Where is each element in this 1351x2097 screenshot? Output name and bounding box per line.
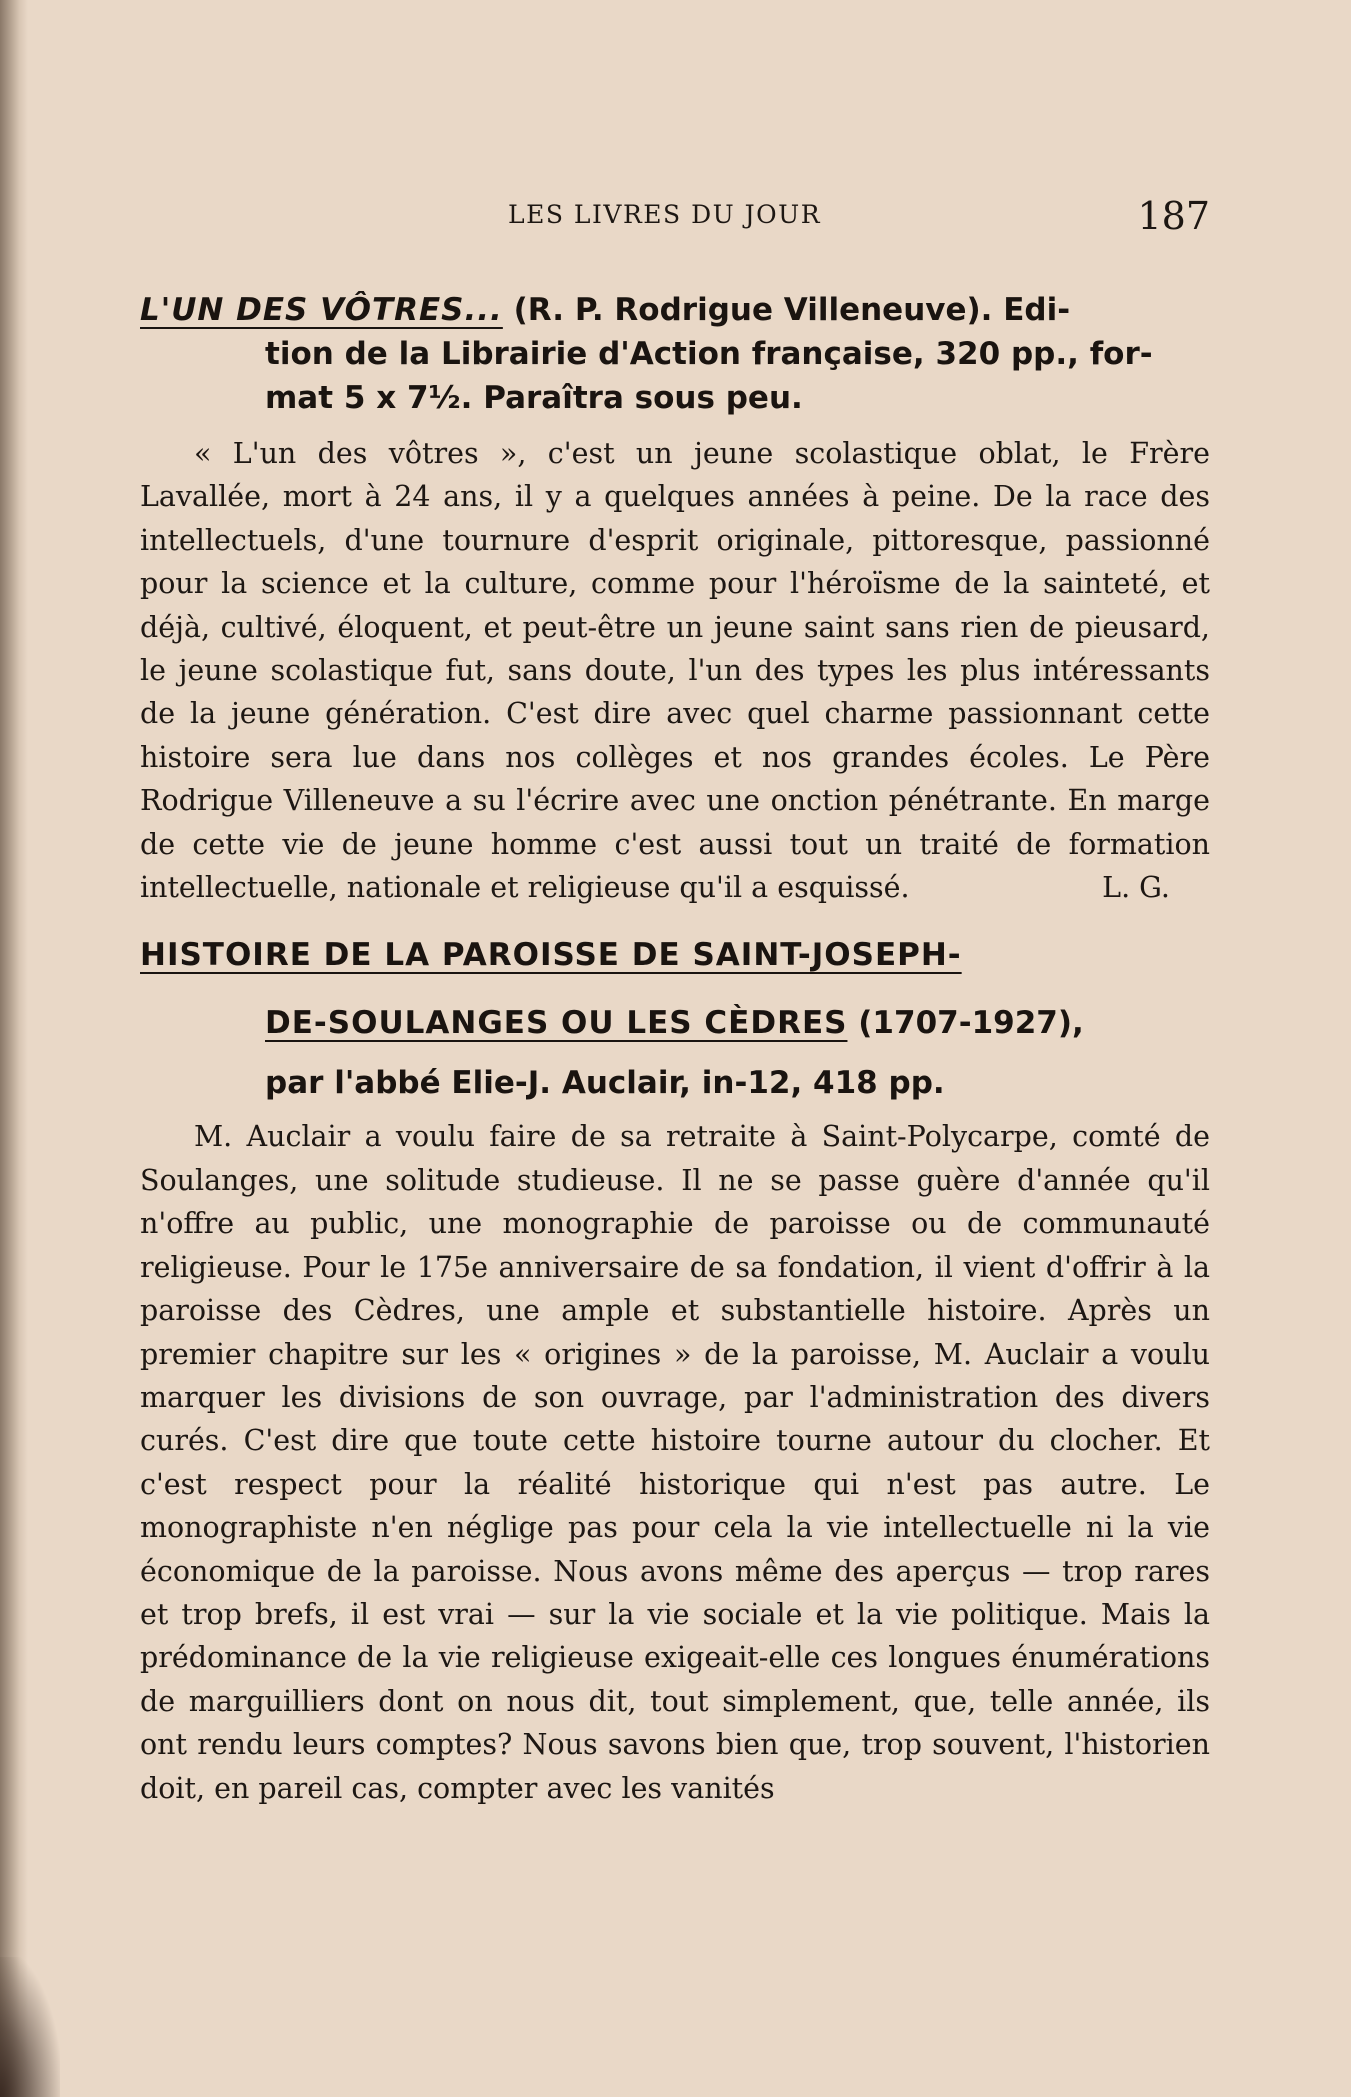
- heading-line-1: [140, 933, 1210, 977]
- review-body: [140, 1115, 1210, 1810]
- running-title: LES LIVRES DU JOUR: [508, 200, 822, 229]
- heading-line-1: [140, 288, 1210, 332]
- page-corner-shadow: [0, 1957, 60, 2097]
- page-number: 187: [1137, 194, 1210, 238]
- heading-line-2: [140, 1001, 1210, 1045]
- review-body: [140, 432, 1210, 909]
- heading-line-2: tion de la Librairie d'Action française, 320 pp., for-: [265, 336, 1153, 372]
- review-lun-des-votres: [140, 288, 1210, 909]
- review-heading: [140, 288, 1210, 420]
- book-title: L'UN DES VÔTRES...: [140, 292, 503, 328]
- book-page: [140, 194, 1210, 1810]
- book-title-line-1: HISTOIRE DE LA PAROISSE DE SAINT-JOSEPH-: [140, 937, 962, 974]
- book-author: (R. P. Rodrigue Villeneuve). Edi-: [502, 292, 1071, 328]
- heading-line-3: mat 5 x 7½. Paraîtra sous peu.: [265, 380, 803, 416]
- review-histoire-paroisse: [140, 933, 1210, 1810]
- book-author-line: par l'abbé Elie-J. Auclair, in-12, 418 pp.: [265, 1065, 945, 1102]
- book-title-line-2: DE-SOULANGES OU LES CÈDRES: [265, 1005, 848, 1042]
- review-heading: [140, 933, 1210, 1105]
- review-signature: L. G.: [1102, 871, 1170, 905]
- review-body-text: « L'un des vôtres », c'est un jeune scolastique oblat, le Frère Lavallée, mort à 24 ans, il y a quelques années à peine. De la race des intellectuels, d'une tournure d'esprit originale, pittoresque, passionné pour la science et la culture, comme pour l'héroïsme de la sainteté, et déjà, cultivé, éloquent, et peut-être un jeune saint sans rien de pieusard, le jeune scolastique fut, sans doute, l'un des types les plus intéressants de la jeune génération. C'est dire avec quel charme passionnant cette histoire sera lue dans nos collèges et nos grandes écoles. Le Père Rodrigue Villeneuve a su l'écrire avec une onction pénétrante. En marge de cette vie de jeune homme c'est aussi tout un traité de formation intellectuelle, nationale et religieuse qu'il a esquissé.: [140, 437, 1210, 905]
- review-body-text: M. Auclair a voulu faire de sa retraite à Saint-Polycarpe, comté de Soulanges, une solitude studieuse. Il ne se passe guère d'année qu'il n'offre au public, une monographie de paroisse ou de communauté religieuse. Pour le 175e anniversaire de sa fondation, il vient d'offrir à la paroisse des Cèdres, une ample et substantielle histoire. Après un premier chapitre sur les « origines » de la paroisse, M. Auclair a voulu marquer les divisions de son ouvrage, par l'administration des divers curés. C'est dire que toute cette histoire tourne autour du clocher. Et c'est respect pour la réalité historique qui n'est pas autre. Le monographiste n'en néglige pas pour cela la vie intellectuelle ni la vie économique de la paroisse. Nous avons même des aperçus — trop rares et trop brefs, il est vrai — sur la vie sociale et la vie politique. Mais la prédominance de la vie religieuse exigeait-elle ces longues énumérations de marguilliers dont on nous dit, tout simplement, que, telle année, ils ont rendu leurs comptes? Nous savons bien que, trop souvent, l'historien doit, en pareil cas, compter avec les vanités: [140, 1120, 1210, 1805]
- page-binding-shadow: [0, 0, 28, 2097]
- running-head: [140, 194, 1210, 250]
- book-dates: (1707-1927),: [847, 1005, 1084, 1042]
